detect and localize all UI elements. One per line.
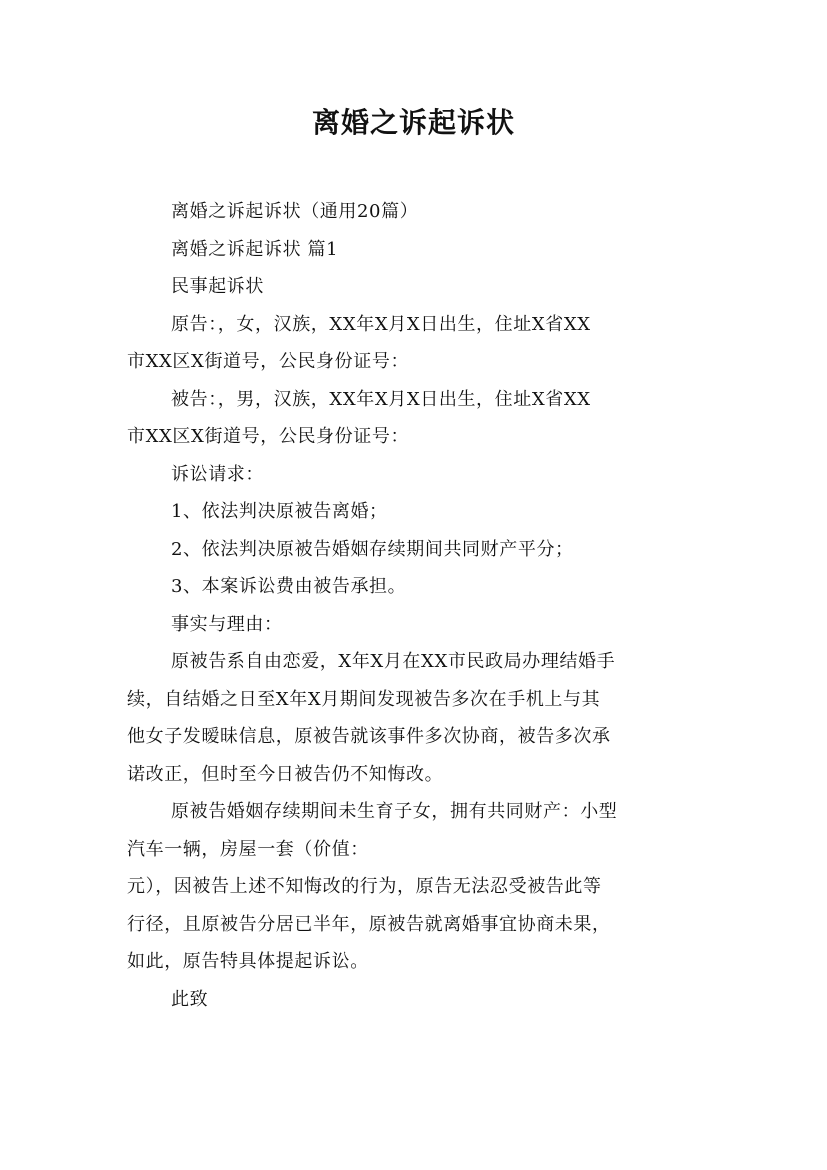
paragraph	[127, 868, 711, 981]
paragraph	[127, 306, 711, 381]
text-line: 原被告系自由恋爱，X年X月在XX市民政局办理结婚手	[171, 651, 616, 672]
paragraph	[127, 493, 711, 531]
text-line: 1、依法判决原被告离婚；	[171, 501, 388, 522]
paragraph	[127, 643, 711, 793]
text-line: 行径，且原被告分居已半年，原被告就离婚事宜协商未果，	[127, 913, 611, 935]
paragraph	[127, 193, 711, 231]
paragraph	[127, 981, 711, 1019]
text-line: 诺改正，但时至今日被告仍不知悔改。	[127, 763, 444, 785]
document-body	[127, 193, 711, 1018]
text-line: 诉讼请求：	[171, 463, 264, 485]
text-line: 市XX区X街道号，公民身份证号：	[127, 351, 410, 372]
text-line: 他女子发暧昧信息，原被告就该事件多次协商，被告多次承	[127, 726, 611, 747]
text-line: 此致	[171, 988, 209, 1010]
text-line: 离婚之诉起诉状（通用20篇）	[171, 201, 419, 222]
text-line: 原被告婚姻存续期间未生育子女，拥有共同财产：小型	[171, 801, 618, 822]
text-line: 3、本案诉讼费由被告承担。	[171, 576, 407, 597]
text-line: 民事起诉状	[171, 276, 264, 297]
text-line: 如此，原告特具体提起诉讼。	[127, 951, 369, 972]
paragraph	[127, 793, 711, 868]
paragraph	[127, 456, 711, 494]
text-line: 原告：，女，汉族，XX年X月X日出生，住址X省XX	[171, 313, 591, 335]
text-line: 被告：，男，汉族，XX年X月X日出生，住址X省XX	[171, 388, 591, 410]
text-line: 元），因被告上述不知悔改的行为，原告无法忍受被告此等	[127, 876, 602, 897]
text-line: 市XX区X街道号，公民身份证号：	[127, 426, 410, 447]
paragraph	[127, 231, 711, 269]
paragraph	[127, 531, 711, 569]
paragraph	[127, 381, 711, 456]
text-line: 2、依法判决原被告婚姻存续期间共同财产平分；	[171, 538, 574, 560]
paragraph	[127, 606, 711, 644]
document-title: 离婚之诉起诉状	[311, 106, 515, 139]
paragraph	[127, 268, 711, 306]
text-line: 汽车一辆，房屋一套（价值：	[127, 838, 369, 860]
paragraph	[127, 568, 711, 606]
text-line: 续，自结婚之日至X年X月期间发现被告多次在手机上与其	[127, 688, 601, 710]
text-line: 事实与理由：	[171, 613, 283, 635]
text-line: 离婚之诉起诉状 篇1	[171, 238, 339, 260]
